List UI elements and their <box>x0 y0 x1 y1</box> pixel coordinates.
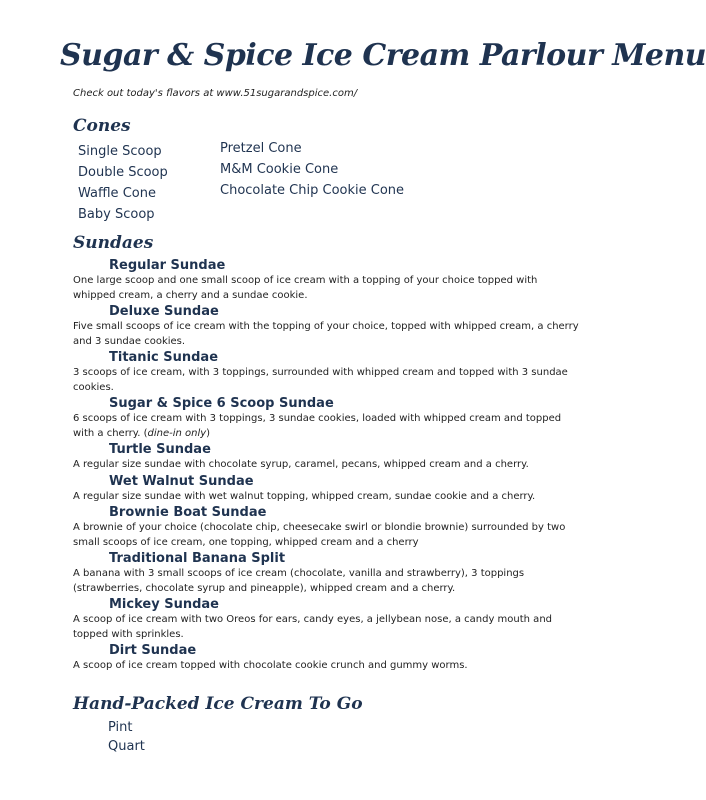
cone-item: Chocolate Chip Cookie Cone <box>220 183 405 198</box>
sundae-name: Deluxe Sundae <box>109 304 219 319</box>
cone-item: Waffle Cone <box>78 186 156 201</box>
dine-in-note: dine-in only <box>147 427 207 439</box>
cone-item: Baby Scoop <box>78 207 155 222</box>
sundae-name: Wet Walnut Sundae <box>109 473 254 489</box>
sundae-description <box>73 412 583 441</box>
sundae-description-text: 6 scoops of ice cream with 3 toppings, 3 sundae cookies, loaded with whipped cream and topped with a cherry. ( <box>73 413 562 439</box>
sundae-description: 3 scoops of ice cream, with 3 toppings, surrounded with whipped cream and topped with 3 sundae cookies. <box>73 367 568 393</box>
sundae-name: Sugar & Spice 6 Scoop Sundae <box>109 396 334 411</box>
sundae-description: A regular size sundae with chocolate syrup, caramel, pecans, whipped cream and a cherry. <box>73 459 529 470</box>
cones-list-left <box>78 141 168 225</box>
cone-item: Double Scoop <box>78 165 168 180</box>
cones-list-right <box>220 138 404 201</box>
sundae-description: A brownie of your choice (chocolate chip, cheesecake swirl or blondie brownie) surrounded by two small scoops of ice cream, one topping, whipped cream and a cherry <box>73 522 566 548</box>
sundaes-heading: Sundaes <box>73 233 154 253</box>
togo-list <box>108 718 145 756</box>
sundae-description: A regular size sundae with wet walnut topping, whipped cream, sundae cookie and a cherry. <box>73 490 536 502</box>
sundae-description: A scoop of ice cream topped with chocolate cookie crunch and gummy worms. <box>73 660 468 671</box>
sundae-item <box>73 505 583 550</box>
sundae-item <box>73 474 583 505</box>
sundae-name: Traditional Banana Split <box>109 551 286 566</box>
sundae-description-end: ) <box>206 427 211 439</box>
cone-item: Single Scoop <box>78 144 162 159</box>
cone-item: Pretzel Cone <box>220 141 302 156</box>
sundae-item <box>73 304 583 349</box>
cones-heading: Cones <box>73 116 131 136</box>
cone-item: M&M Cookie Cone <box>220 162 339 177</box>
sundae-description: One large scoop and one small scoop of ice cream with a topping of your choice topped with whipped cream, a cherry and a sundae cookie. <box>73 275 538 301</box>
sundae-name: Dirt Sundae <box>109 643 197 658</box>
sundae-item <box>73 258 583 303</box>
website-tagline: Check out today's flavors at www.51sugarandspice.com/ <box>73 88 358 99</box>
sundaes-list <box>73 258 583 675</box>
sundae-item <box>73 396 583 441</box>
sundae-item <box>73 643 583 674</box>
togo-item: Quart <box>108 739 145 754</box>
togo-item: Pint <box>108 720 133 735</box>
sundae-name: Regular Sundae <box>109 258 226 273</box>
sundae-item <box>73 350 583 395</box>
sundae-name: Turtle Sundae <box>109 442 211 457</box>
sundae-item <box>73 442 583 473</box>
sundae-description: A scoop of ice cream with two Oreos for ears, candy eyes, a jellybean nose, a candy mouth and topped with sprinkles. <box>73 614 552 640</box>
sundae-name: Titanic Sundae <box>109 350 219 365</box>
sundae-name: Mickey Sundae <box>109 597 219 612</box>
togo-heading: Hand-Packed Ice Cream To Go <box>73 694 363 714</box>
sundae-name: Brownie Boat Sundae <box>109 505 267 520</box>
sundae-description: A banana with 3 small scoops of ice cream (chocolate, vanilla and strawberry), 3 toppings (strawberries, chocolate syrup and pineapple), whipped cream and a cherry. <box>73 568 525 594</box>
page-title: Sugar & Spice Ice Cream Parlour Menu <box>60 38 706 73</box>
sundae-item <box>73 551 583 596</box>
sundae-description: Five small scoops of ice cream with the topping of your choice, topped with whipped cream, a cherry and 3 sundae cookies. <box>73 321 579 347</box>
sundae-item <box>73 597 583 642</box>
